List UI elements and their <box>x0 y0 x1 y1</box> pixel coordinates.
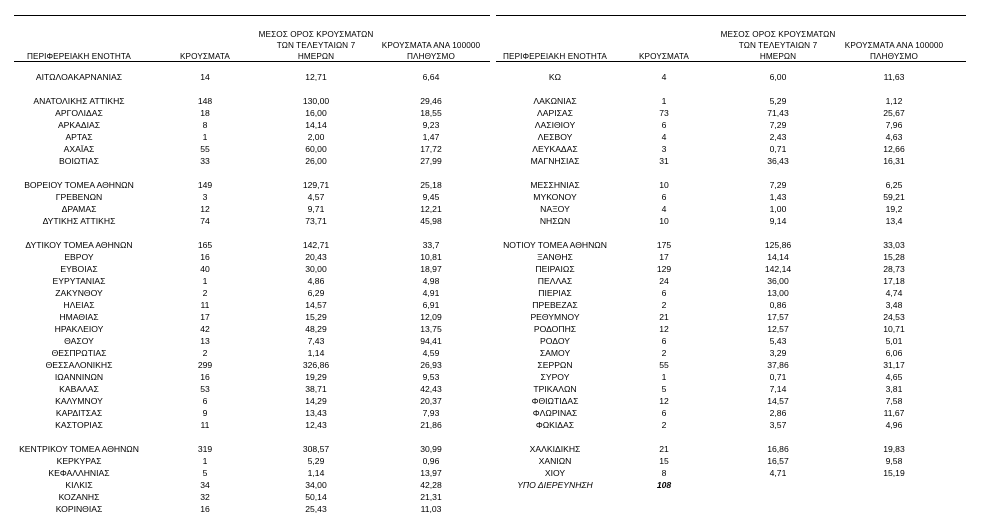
right-cell-avg7: 142,14 <box>764 264 792 274</box>
right-cell-region: ΠΡΕΒΕΖΑΣ <box>532 300 578 310</box>
right-table-row <box>0 348 990 359</box>
right-cell-avg7: 9,14 <box>769 216 787 226</box>
right-cell-region: ΧΑΝΙΩΝ <box>538 456 572 466</box>
right-table-row <box>0 444 990 455</box>
left-cell-cases: 40 <box>200 264 210 274</box>
left-cell-cases: 9 <box>202 408 208 418</box>
right-cell-cases: 6 <box>661 288 667 298</box>
left-cell-per100k: 26,93 <box>420 360 442 370</box>
left-cell-region: ΒΟΡΕΙΟΥ ΤΟΜΕΑ ΑΘΗΝΩΝ <box>24 180 134 190</box>
left-cell-avg7: 73,71 <box>305 216 327 226</box>
left-cell-avg7: 19,29 <box>305 372 327 382</box>
right-cell-region: ΜΥΚΟΝΟΥ <box>533 192 577 202</box>
right-cell-per100k: 15,19 <box>883 468 905 478</box>
right-cell-avg7: 14,57 <box>767 396 789 406</box>
left-cell-per100k: 94,41 <box>420 336 442 346</box>
left-top-rule <box>14 15 490 16</box>
left-cell-region: ΕΥΡΥΤΑΝΙΑΣ <box>52 276 106 286</box>
left-cell-region: ΑΧΑΪΑΣ <box>63 144 95 154</box>
left-cell-region: ΗΛΕΙΑΣ <box>63 300 95 310</box>
right-cell-cases: 2 <box>661 420 667 430</box>
left-cell-region: ΙΩΑΝΝΙΝΩΝ <box>54 372 104 382</box>
left-cell-cases: 12 <box>200 204 210 214</box>
left-cell-per100k: 33,7 <box>422 240 440 250</box>
right-cell-per100k: 4,96 <box>885 420 903 430</box>
left-cell-avg7: 14,29 <box>305 396 327 406</box>
right-table-row <box>0 480 990 491</box>
right-table-row <box>0 468 990 479</box>
right-cell-region: ΣΥΡΟΥ <box>540 372 570 382</box>
right-cell-region: ΝΗΣΩΝ <box>539 216 571 226</box>
right-cell-per100k: 9,58 <box>885 456 903 466</box>
right-table-row <box>0 300 990 311</box>
left-cell-avg7: 308,57 <box>302 444 330 454</box>
left-cell-per100k: 21,31 <box>420 492 442 502</box>
left-cell-per100k: 18,55 <box>420 108 442 118</box>
right-cell-cases: 17 <box>659 252 669 262</box>
right-cell-per100k: 28,73 <box>883 264 905 274</box>
left-cell-avg7: 1,14 <box>307 348 325 358</box>
right-table-row <box>0 312 990 323</box>
left-cell-avg7: 4,57 <box>307 192 325 202</box>
left-cell-per100k: 11,03 <box>420 504 442 514</box>
left-cell-avg7: 34,00 <box>305 480 327 490</box>
right-cell-cases: 15 <box>659 456 669 466</box>
right-cell-per100k: 19,2 <box>885 204 903 214</box>
right-cell-avg7: 1,00 <box>769 204 787 214</box>
right-cell-cases: 10 <box>659 216 669 226</box>
left-cell-avg7: 25,43 <box>305 504 327 514</box>
right-cell-per100k: 24,53 <box>883 312 905 322</box>
left-cell-avg7: 13,43 <box>305 408 327 418</box>
right-cell-per100k: 31,17 <box>883 360 905 370</box>
right-cell-region: ΧΑΛΚΙΔΙΚΗΣ <box>529 444 581 454</box>
right-cell-region: ΜΑΓΝΗΣΙΑΣ <box>530 156 580 166</box>
left-cell-avg7: 30,00 <box>305 264 327 274</box>
right-cell-cases: 6 <box>661 336 667 346</box>
right-cell-per100k: 3,48 <box>885 300 903 310</box>
right-cell-cases: 3 <box>661 144 667 154</box>
left-cell-per100k: 13,75 <box>420 324 442 334</box>
right-cell-cases: 12 <box>659 396 669 406</box>
left-cell-cases: 53 <box>200 384 210 394</box>
right-cell-cases: 6 <box>661 120 667 130</box>
right-cell-per100k: 7,96 <box>885 120 903 130</box>
left-cell-per100k: 0,96 <box>422 456 440 466</box>
right-cell-avg7: 3,57 <box>769 420 787 430</box>
left-cell-region: ΚΟΖΑΝΗΣ <box>58 492 100 502</box>
left-cell-per100k: 18,97 <box>420 264 442 274</box>
left-cell-per100k: 12,09 <box>420 312 442 322</box>
right-cell-per100k: 19,83 <box>883 444 905 454</box>
right-table-row <box>0 408 990 419</box>
right-table-row <box>0 276 990 287</box>
right-cell-avg7: 16,86 <box>767 444 789 454</box>
left-cell-per100k: 30,99 <box>420 444 442 454</box>
right-cell-cases: 129 <box>656 264 672 274</box>
left-cell-avg7: 326,86 <box>302 360 330 370</box>
right-cell-per100k: 4,63 <box>885 132 903 142</box>
left-cell-cases: 32 <box>200 492 210 502</box>
left-cell-region: ΑΡΓΟΛΙΔΑΣ <box>55 108 103 118</box>
right-cell-per100k: 7,58 <box>885 396 903 406</box>
right-table-row <box>0 216 990 227</box>
left-cell-region: ΚΕΦΑΛΛΗΝΙΑΣ <box>48 468 110 478</box>
left-table-row <box>0 504 990 515</box>
right-cell-region: ΝΟΤΙΟΥ ΤΟΜΕΑ ΑΘΗΝΩΝ <box>503 240 607 250</box>
left-cell-cases: 5 <box>202 468 208 478</box>
right-cell-cases: 10 <box>659 180 669 190</box>
left-cell-per100k: 21,86 <box>420 420 442 430</box>
right-header-underline <box>496 61 966 62</box>
left-cell-avg7: 48,29 <box>305 324 327 334</box>
right-cell-avg7: 7,29 <box>769 180 787 190</box>
left-cell-cases: 1 <box>202 276 208 286</box>
left-table-row <box>0 492 990 503</box>
left-cell-region: ΑΝΑΤΟΛΙΚΗΣ ΑΤΤΙΚΗΣ <box>33 96 125 106</box>
right-cell-region: ΠΙΕΡΙΑΣ <box>538 288 572 298</box>
left-cell-avg7: 14,14 <box>305 120 327 130</box>
left-cell-cases: 42 <box>200 324 210 334</box>
right-cell-avg7: 4,71 <box>769 468 787 478</box>
right-cell-region: ΦΩΚΙΔΑΣ <box>535 420 575 430</box>
right-cell-cases: 24 <box>659 276 669 286</box>
right-cell-per100k: 59,21 <box>883 192 905 202</box>
right-cell-avg7: 1,43 <box>769 192 787 202</box>
left-cell-cases: 6 <box>202 396 208 406</box>
right-cell-avg7: 0,86 <box>769 300 787 310</box>
left-cell-region: ΑΡΤΑΣ <box>65 132 93 142</box>
right-cell-region: ΡΕΘΥΜΝΟΥ <box>530 312 580 322</box>
right-cell-per100k: 10,71 <box>883 324 905 334</box>
left-cell-cases: 33 <box>200 156 210 166</box>
right-cell-per100k: 25,67 <box>883 108 905 118</box>
right-cell-cases: 6 <box>661 192 667 202</box>
left-cell-region: ΔΡΑΜΑΣ <box>61 204 97 214</box>
left-cell-region: ΗΜΑΘΙΑΣ <box>59 312 99 322</box>
left-cell-avg7: 2,00 <box>307 132 325 142</box>
right-cell-per100k: 6,06 <box>885 348 903 358</box>
left-cell-per100k: 17,72 <box>420 144 442 154</box>
left-cell-region: ΒΟΙΩΤΙΑΣ <box>59 156 99 166</box>
right-cell-region: ΣΕΡΡΩΝ <box>537 360 573 370</box>
right-cell-per100k: 4,74 <box>885 288 903 298</box>
left-cell-per100k: 7,93 <box>422 408 440 418</box>
left-cell-region: ΕΒΡΟΥ <box>64 252 94 262</box>
right-cell-region: ΞΑΝΘΗΣ <box>537 252 573 262</box>
left-cell-per100k: 42,43 <box>420 384 442 394</box>
left-cell-cases: 2 <box>202 288 208 298</box>
right-table-row <box>0 120 990 131</box>
left-cell-cases: 16 <box>200 372 210 382</box>
left-cell-avg7: 142,71 <box>302 240 330 250</box>
left-cell-region: ΚΕΡΚΥΡΑΣ <box>56 456 102 466</box>
right-cell-region: ΛΑΡΙΣΑΣ <box>537 108 573 118</box>
right-cell-avg7: 0,71 <box>769 144 787 154</box>
left-cell-per100k: 4,91 <box>422 288 440 298</box>
right-cell-region: ΧΙΟΥ <box>544 468 566 478</box>
right-table-row <box>0 192 990 203</box>
right-cell-cases: 8 <box>661 468 667 478</box>
right-header-avg7: ΜΕΣΟΣ ΟΡΟΣ ΚΡΟΥΣΜΑΤΩΝ ΤΩΝ ΤΕΛΕΥΤΑΙΩΝ 7 ΗΜΕΡΩΝ <box>720 30 836 61</box>
left-cell-avg7: 60,00 <box>305 144 327 154</box>
left-cell-cases: 11 <box>200 420 210 430</box>
right-cell-avg7: 14,14 <box>767 252 789 262</box>
left-cell-avg7: 5,29 <box>307 456 325 466</box>
left-cell-cases: 55 <box>200 144 210 154</box>
right-cell-region: ΦΛΩΡΙΝΑΣ <box>532 408 578 418</box>
left-cell-region: ΗΡΑΚΛΕΙΟΥ <box>54 324 104 334</box>
left-cell-avg7: 1,14 <box>307 468 325 478</box>
right-cell-region: ΤΡΙΚΑΛΩΝ <box>533 384 577 394</box>
right-cell-cases: 1 <box>661 96 667 106</box>
right-cell-avg7: 37,86 <box>767 360 789 370</box>
left-cell-region: ΓΡΕΒΕΝΩΝ <box>55 192 103 202</box>
left-cell-avg7: 14,57 <box>305 300 327 310</box>
right-table-row <box>0 288 990 299</box>
left-cell-cases: 18 <box>200 108 210 118</box>
right-cell-region: ΛΑΣΙΘΙΟΥ <box>534 120 576 130</box>
left-cell-per100k: 9,23 <box>422 120 440 130</box>
left-cell-per100k: 9,45 <box>422 192 440 202</box>
right-cell-cases: 55 <box>659 360 669 370</box>
left-cell-avg7: 9,71 <box>307 204 325 214</box>
right-cell-per100k: 5,01 <box>885 336 903 346</box>
left-cell-avg7: 26,00 <box>305 156 327 166</box>
left-cell-cases: 149 <box>197 180 213 190</box>
right-table-row <box>0 240 990 251</box>
right-table-row <box>0 396 990 407</box>
left-cell-cases: 16 <box>200 252 210 262</box>
left-cell-cases: 16 <box>200 504 210 514</box>
right-cell-avg7: 7,29 <box>769 120 787 130</box>
right-header-cases: ΚΡΟΥΣΜΑΤΑ <box>639 52 689 61</box>
left-cell-cases: 1 <box>202 132 208 142</box>
left-cell-region: ΚΑΣΤΟΡΙΑΣ <box>55 420 103 430</box>
left-cell-region: ΘΕΣΣΑΛΟΝΙΚΗΣ <box>45 360 113 370</box>
left-cell-per100k: 6,91 <box>422 300 440 310</box>
right-cell-cases: 6 <box>661 408 667 418</box>
right-table-row <box>0 372 990 383</box>
right-cell-per100k: 16,31 <box>883 156 905 166</box>
right-cell-per100k: 17,18 <box>883 276 905 286</box>
right-cell-region: ΠΕΙΡΑΙΩΣ <box>535 264 575 274</box>
right-table-row <box>0 252 990 263</box>
left-cell-cases: 11 <box>200 300 210 310</box>
right-cell-region: ΦΘΙΩΤΙΔΑΣ <box>531 396 579 406</box>
right-cell-cases: 4 <box>661 204 667 214</box>
right-cell-region: ΛΕΣΒΟΥ <box>537 132 573 142</box>
right-header-region: ΠΕΡΙΦΕΡΕΙΑΚΗ ΕΝΟΤΗΤΑ <box>503 52 607 61</box>
left-header-per100k: ΚΡΟΥΣΜΑΤΑ ΑΝΑ 100000 ΠΛΗΘΥΣΜΟ <box>381 41 481 61</box>
right-cell-avg7: 7,14 <box>769 384 787 394</box>
right-cell-cases: 31 <box>659 156 669 166</box>
right-cell-avg7: 17,57 <box>767 312 789 322</box>
right-table-row <box>0 420 990 431</box>
left-cell-cases: 165 <box>197 240 213 250</box>
left-cell-per100k: 42,28 <box>420 480 442 490</box>
left-cell-per100k: 4,98 <box>422 276 440 286</box>
right-cell-region: ΜΕΣΣΗΝΙΑΣ <box>530 180 580 190</box>
right-cell-avg7: 13,00 <box>767 288 789 298</box>
left-cell-avg7: 12,71 <box>305 72 327 82</box>
right-cell-per100k: 12,66 <box>883 144 905 154</box>
left-header-region: ΠΕΡΙΦΕΡΕΙΑΚΗ ΕΝΟΤΗΤΑ <box>27 52 131 61</box>
right-cell-region: ΡΟΔΟΥ <box>540 336 570 346</box>
left-cell-avg7: 38,71 <box>305 384 327 394</box>
left-cell-per100k: 12,21 <box>420 204 442 214</box>
left-cell-cases: 148 <box>197 96 213 106</box>
left-cell-per100k: 20,37 <box>420 396 442 406</box>
left-cell-region: ΑΙΤΩΛΟΑΚΑΡΝΑΝΙΑΣ <box>35 72 123 82</box>
right-table-row <box>0 108 990 119</box>
left-cell-avg7: 130,00 <box>302 96 330 106</box>
right-cell-region: ΝΑΞΟΥ <box>540 204 570 214</box>
left-cell-cases: 1 <box>202 456 208 466</box>
left-header-cases: ΚΡΟΥΣΜΑΤΑ <box>180 52 230 61</box>
right-cell-avg7: 5,43 <box>769 336 787 346</box>
left-cell-avg7: 20,43 <box>305 252 327 262</box>
right-table-row <box>0 360 990 371</box>
left-cell-region: ΚΑΒΑΛΑΣ <box>59 384 99 394</box>
left-cell-cases: 3 <box>202 192 208 202</box>
left-cell-region: ΘΕΣΠΡΩΤΙΑΣ <box>51 348 107 358</box>
left-cell-region: ΚΑΛΥΜΝΟΥ <box>55 396 103 406</box>
right-cell-cases: 108 <box>656 480 672 490</box>
left-cell-cases: 17 <box>200 312 210 322</box>
right-cell-cases: 1 <box>661 372 667 382</box>
right-cell-per100k: 11,67 <box>883 408 905 418</box>
left-cell-region: ΔΥΤΙΚΟΥ ΤΟΜΕΑ ΑΘΗΝΩΝ <box>25 240 133 250</box>
left-cell-region: ΖΑΚΥΝΘΟΥ <box>55 288 103 298</box>
left-cell-avg7: 129,71 <box>302 180 330 190</box>
right-cell-per100k: 15,28 <box>883 252 905 262</box>
left-cell-cases: 319 <box>197 444 213 454</box>
right-table-row <box>0 96 990 107</box>
left-cell-avg7: 7,43 <box>307 336 325 346</box>
left-cell-per100k: 1,47 <box>422 132 440 142</box>
left-cell-cases: 8 <box>202 120 208 130</box>
left-cell-avg7: 6,29 <box>307 288 325 298</box>
left-cell-avg7: 12,43 <box>305 420 327 430</box>
left-cell-cases: 14 <box>200 72 210 82</box>
right-cell-cases: 4 <box>661 132 667 142</box>
right-cell-cases: 5 <box>661 384 667 394</box>
right-table-row <box>0 132 990 143</box>
left-cell-cases: 13 <box>200 336 210 346</box>
left-cell-region: ΚΟΡΙΝΘΙΑΣ <box>55 504 103 514</box>
right-table-row <box>0 156 990 167</box>
left-cell-per100k: 10,81 <box>420 252 442 262</box>
right-cell-per100k: 11,63 <box>883 72 905 82</box>
right-cell-per100k: 6,25 <box>885 180 903 190</box>
right-table-row <box>0 336 990 347</box>
left-cell-per100k: 29,46 <box>420 96 442 106</box>
left-cell-region: ΘΑΣΟΥ <box>64 336 94 346</box>
right-cell-per100k: 4,65 <box>885 372 903 382</box>
right-table-row <box>0 180 990 191</box>
left-cell-per100k: 25,18 <box>420 180 442 190</box>
right-table-row <box>0 456 990 467</box>
left-cell-per100k: 6,64 <box>422 72 440 82</box>
left-cell-cases: 34 <box>200 480 210 490</box>
right-table-row <box>0 72 990 83</box>
right-cell-cases: 2 <box>661 348 667 358</box>
left-cell-cases: 74 <box>200 216 210 226</box>
left-cell-avg7: 4,86 <box>307 276 325 286</box>
left-cell-cases: 2 <box>202 348 208 358</box>
right-cell-per100k: 13,4 <box>885 216 903 226</box>
left-cell-avg7: 15,29 <box>305 312 327 322</box>
right-table-row <box>0 324 990 335</box>
left-cell-per100k: 27,99 <box>420 156 442 166</box>
right-cell-avg7: 3,29 <box>769 348 787 358</box>
right-cell-cases: 4 <box>661 72 667 82</box>
right-cell-avg7: 6,00 <box>769 72 787 82</box>
left-cell-avg7: 16,00 <box>305 108 327 118</box>
right-top-rule <box>496 15 966 16</box>
right-cell-region: ΛΕΥΚΑΔΑΣ <box>532 144 578 154</box>
left-cell-region: ΚΕΝΤΡΙΚΟΥ ΤΟΜΕΑ ΑΘΗΝΩΝ <box>19 444 139 454</box>
right-table-row <box>0 264 990 275</box>
right-cell-cases: 73 <box>659 108 669 118</box>
right-table-row <box>0 204 990 215</box>
left-cell-cases: 299 <box>197 360 213 370</box>
left-cell-region: ΕΥΒΟΙΑΣ <box>60 264 98 274</box>
right-cell-cases: 175 <box>656 240 672 250</box>
right-cell-avg7: 16,57 <box>767 456 789 466</box>
left-cell-per100k: 4,59 <box>422 348 440 358</box>
right-cell-avg7: 71,43 <box>767 108 789 118</box>
left-cell-region: ΚΑΡΔΙΤΣΑΣ <box>55 408 103 418</box>
right-cell-region: ΠΕΛΛΑΣ <box>537 276 573 286</box>
right-cell-avg7: 5,29 <box>769 96 787 106</box>
right-cell-cases: 21 <box>659 312 669 322</box>
right-cell-avg7: 36,43 <box>767 156 789 166</box>
right-cell-region: ΛΑΚΩΝΙΑΣ <box>533 96 577 106</box>
left-header-avg7: ΜΕΣΟΣ ΟΡΟΣ ΚΡΟΥΣΜΑΤΩΝ ΤΩΝ ΤΕΛΕΥΤΑΙΩΝ 7 ΗΜΕΡΩΝ <box>258 30 374 61</box>
left-cell-avg7: 50,14 <box>305 492 327 502</box>
right-header-per100k: ΚΡΟΥΣΜΑΤΑ ΑΝΑ 100000 ΠΛΗΘΥΣΜΟ <box>844 41 944 61</box>
right-cell-region: ΥΠΟ ΔΙΕΡΕΥΝΗΣΗ <box>517 480 593 490</box>
right-cell-cases: 12 <box>659 324 669 334</box>
right-cell-region: ΡΟΔΟΠΗΣ <box>533 324 577 334</box>
right-cell-cases: 2 <box>661 300 667 310</box>
right-table-row <box>0 144 990 155</box>
left-cell-region: ΔΥΤΙΚΗΣ ΑΤΤΙΚΗΣ <box>42 216 116 226</box>
right-cell-avg7: 2,86 <box>769 408 787 418</box>
right-cell-region: ΣΑΜΟΥ <box>539 348 571 358</box>
right-cell-cases: 21 <box>659 444 669 454</box>
left-cell-per100k: 13,97 <box>420 468 442 478</box>
left-cell-region: ΚΙΛΚΙΣ <box>65 480 93 490</box>
right-cell-avg7: 125,86 <box>764 240 792 250</box>
left-cell-region: ΑΡΚΑΔΙΑΣ <box>57 120 101 130</box>
right-cell-region: ΚΩ <box>548 72 562 82</box>
left-cell-per100k: 9,53 <box>422 372 440 382</box>
right-cell-per100k: 3,81 <box>885 384 903 394</box>
right-cell-avg7: 36,00 <box>767 276 789 286</box>
right-cell-avg7: 0,71 <box>769 372 787 382</box>
right-cell-per100k: 1,12 <box>885 96 903 106</box>
right-cell-per100k: 33,03 <box>883 240 905 250</box>
left-header-underline <box>14 61 490 62</box>
left-cell-per100k: 45,98 <box>420 216 442 226</box>
right-cell-avg7: 12,57 <box>767 324 789 334</box>
right-cell-avg7: 2,43 <box>769 132 787 142</box>
right-table-row <box>0 384 990 395</box>
